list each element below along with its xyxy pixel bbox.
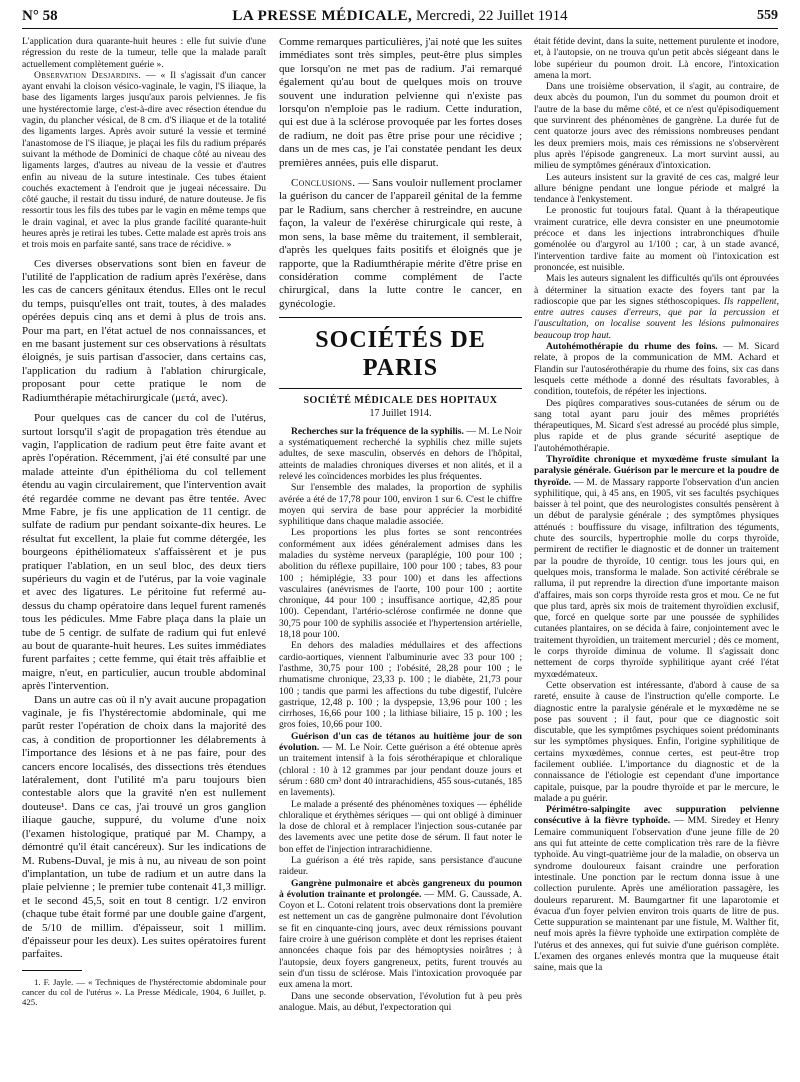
item-heading: Thyroïdite chronique et myxœdème fruste simulant la paralysie générale. Guérison par le mercure et la poudre de thyroïde.	[534, 453, 779, 488]
paragraph	[534, 273, 779, 341]
issue-date: Mercredi, 22 Juillet 1914	[416, 8, 568, 24]
item-heading: Guérison d'un cas de tétanos au huitième jour de son évolution.	[279, 730, 522, 754]
observation-text: — « Il s'agissait d'un cancer ayant envahi la cloison vésico-vaginale, le vagin, l'S iliaque, la base des ligaments larges jusqu'aux parois pelviennes. Je fis une hystérectomie large, c'est-à-dire avec résection étendue du vagin, du plancher vésical, de 8 cm. d'S iliaque et de la totalité des ligaments larges. Après avoir suturé la vessie et terminé l'anastomose de l'S iliaque, je plaçai les fils du radium préparés suivant la méthode de Dominici de chaque côté au niveau des ligaments larges, d'autres au niveau de la vessie et d'autres enfin au niveau de la suture intestinale. Ces tubes étaient couchés exactement à l'endroit que je jugeai nécessaire. Du côté gauche, il restait du tissu induré, de nature douteuse. Je fis ressortir tous les fils des tubes par le vagin en même temps que le drain vaginal, et avec la plus grande facilité quarante-huit heures après je retirai les tubes. Cette malade est après trois ans et trois mois en parfaite santé, sans trace de récidive. »	[22, 69, 266, 251]
paragraph: Ces diverses observations sont bien en faveur de l'utilité de l'application de radium après l'exérèse, dans les cas de cancers génitaux étendus. Elles ont le recul du temps, puisqu'elles ont trait, toutes, à des malades opérées depuis cinq ans et demi à plus de trois ans. Pour ma part, en l'état actuel de nos connaissances, et en me basant justement sur ces observations à résultats éloignés, je suis partisan d'associer, dans certains cas, l'application du radium à l'ablation chirurgicale, proposant pour cette pratique le nom de Radiumthérapie métachirurgicale (μετά, avec).	[22, 257, 266, 404]
footnote-divider	[22, 970, 82, 971]
paragraph	[22, 70, 266, 251]
paragraph: La guérison a été très rapide, sans persistance d'aucune raideur.	[279, 855, 522, 878]
observation-label: Observation Desjardins.	[34, 69, 142, 81]
paragraph: Comme remarques particulières, j'ai noté que les suites immédiates sont très simples, peut-être plus simples que lorsqu'on ne met pas de radium. J'ai remarqué également qu'au bout de quelques mois on trouve souvent une induration pelvienne qui n'existe pas lorsqu'on n'emploie pas le radium. Cette induration, qui est due à la sclérose provoquée par les fortes doses de radium, ne doit pas être prise pour une récidive ; dans un de mes cas, je l'ai constatée pendant les deux premières années, puis elle disparut.	[279, 36, 522, 169]
paragraph: Sur l'ensemble des malades, la proportion de syphilis avérée a été de 17,78 pour 100, environ 1 sur 6. C'est le chiffre moyen qui servira de base pour apprécier la morbidité syphilitique dans chaque maladie associée.	[279, 482, 522, 528]
item-heading: Recherches sur la fréquence de la syphilis.	[291, 425, 464, 437]
paragraph: Les auteurs insistent sur la gravité de ces cas, malgré leur allure bénigne pendant une longue période et malgré la tendance à l'enkystement.	[534, 171, 779, 206]
journal-name: LA PRESSE MÉDICALE,	[232, 8, 413, 24]
paragraph: Dans une troisième observation, il s'agit, au contraire, de deux abcès du poumon, l'un du sommet du poumon droit et l'autre de la base du même côté, et ce n'est qu'épisodiquement que survinrent des phénomènes de gangrène. La durée fut de cent quatorze jours avec des rémissions nombreuses pendant les deux premiers mois, mais ces rémissions ne s'observèrent plus après l'épisode gangreneux. La mort survint aussi, au milieu de symptômes généraux d'intoxication.	[534, 81, 779, 172]
footnote: 1. F. Jayle. — « Techniques de l'hystérectomie abdominale pour cancer du col de l'utérus ». La Presse Médicale, 1904, 6 Juillet, p. 425.	[22, 976, 266, 1008]
paragraph	[534, 454, 779, 680]
section-divider	[279, 388, 522, 389]
paragraph: Les proportions les plus fortes se sont rencontrées conformément aux idées généralement admises dans les maladies du système nerveux (paraplégie, 100 pour 100 ; abolition du réflexe pupillaire, 100 pour 100 ; tabes, 83 pour 100 ; hémiplégie, 33 pour 100) et dans les affections vasculaires (anévrismes de l'aorte, 100 pour 100 ; aortite chronique, 44 pour 100 ; insuffisance aortique, 42,85 pour 100). Cependant, l'artério-sclérose confirmée ne donne que 30,75 pour 100 de syphilis associée et l'hypertension artérielle, 18,18 pour 100.	[279, 527, 522, 641]
item-heading: Autohémothérapie du rhume des foins.	[546, 341, 718, 353]
masthead	[22, 8, 778, 29]
page-number: 559	[757, 8, 778, 23]
paragraph: Des piqûres comparatives sous-cutanées de sérum ou de sang total ayant paru jouir des mêmes propriétés thérapeutiques, M. Sicard s'est adressé au procédé plus simple, plus rapide et de plus grande sécurité aseptique de l'autohémothérapie.	[534, 397, 779, 454]
paragraph	[279, 878, 522, 991]
journal-title	[22, 8, 778, 25]
item-text: — M. Le Noir a systématiquement recherché la syphilis chez mille sujets adultes, de sexe masculin, observés en dehors de l'hôpital, atteints de maladies chroniques diverses et non alités, et il a relevé les coïncidences morbides les plus fréquentes.	[279, 425, 522, 482]
conclusions-label: Conclusions.	[291, 177, 356, 190]
section-divider	[279, 317, 522, 318]
paragraph: L'application dura quarante-huit heures : elle fut suivie d'une régression du reste de la tumeur, telle que la malade paraît actuellement complètement guérie ».	[22, 36, 266, 70]
item-text: — M. Sicard relate, à propos de la communication de MM. Achard et Flandin sur l'autosérothérapie du rhume des foins, six cas dans lesquels cette méthode a donné des résultats favorables, à condition, toutefois, de répéter les injections.	[534, 341, 779, 398]
meeting-date: 17 Juillet 1914.	[369, 408, 432, 420]
paragraph	[534, 341, 779, 397]
section-title: SOCIÉTÉS DE PARIS	[315, 327, 486, 382]
issue-number: N° 58	[22, 8, 58, 24]
paragraph	[279, 426, 522, 482]
paragraph-italic: Ils rappellent, entre autres causes d'erreurs, que par la percussion et l'auscultation, on localise souvent les lésions pulmonaires beaucoup trop haut.	[534, 295, 779, 341]
paragraph-text: Mais les auteurs signalent les difficultés qu'ils ont éprouvées à déterminer la situation exacte des foyers tant par la radioscopie que par les signes stéthoscopiques.	[534, 273, 779, 307]
paragraph	[279, 177, 522, 311]
paragraph: Le malade a présenté des phénomènes toxiques — éphélide chloralique et érythèmes sériques — qui ont obligé à diminuer la dose de chloral et à remplacer l'injection sous-cutanée par des lavements avec une petite dose de sérum. Il faut noter le bon effet de l'injection intrarachidienne.	[279, 798, 522, 855]
paragraph: était fétide devint, dans la suite, nettement purulente et inodore, et, à l'autopsie, on ne trouva qu'un petit abcès siégeant dans le lobe supérieur du poumon droit. Là encore, l'intoxication amena la mort.	[534, 36, 779, 81]
paragraph	[534, 804, 779, 973]
column-1	[22, 36, 266, 1074]
paragraph: Pour quelques cas de cancer du col de l'utérus, surtout lorsqu'il s'agit de propagation très étendue au vagin, l'application de radium peut être faite avant et après l'opération. Récemment, j'ai été consulté par une malade atteinte d'un épithélioma du col tellement étendu au vagin circulairement, que l'intervention avait été regardée comme ne devant pas être tentée. Avec Mme Fabre, je fis une application de 11 centigr. de sulfate de radium pur pendant soixante-dix heures. Le résultat fut excellent, la plaie fut comme détergée, les bourgeons épithéliomateux s'affaissèrent et je pus pratiquer l'ablation, en un seul bloc, des deux tiers supérieurs du vagin et de l'utérus, par la voie vaginale et avec des ligatures. Le péritoine fut refermé au-dessus du champ opératoire dans lequel furent ramenés tous les pédicules. Mme Fabre plaça dans la plaie un tube de 5 centigr. de sulfate de radium qui fut enlevé au bout de quarante-huit heures. Les suites immédiates furent parfaites ; cette femme, qui était très affaiblie et maigre, n'eut, en particulier, aucun trouble abdominal après l'intervention.	[22, 412, 266, 693]
paragraph: Le pronostic fut toujours fatal. Quant à la thérapeutique vraiment curatrice, elle devra consister en une pneumotomie précoce et dans les injections intrabronchiques d'huile goménolée ou d'argyrol au 1/100 ; car, à un stade avancé, l'intervention tardive faite au moment où l'intoxication est prononcée, est nuisible.	[534, 205, 779, 273]
column-2	[279, 36, 522, 1074]
conclusions-text: — Sans vouloir nullement proclamer la guérison du cancer de l'appareil génital de la femme par le Radium, sans chercher à restreindre, en aucune façon, la valeur de l'exérèse chirurgicale qui reste, à mon sens, la base même du traitement, il semblerait, d'après les quelques faits positifs et éloignés que je rapporte, que la Radiumthérapie mérite d'être prise en considération comme complément de l'acte chirurgical, dans la lutte contre le cancer, en gynécologie.	[279, 177, 522, 310]
paragraph: En dehors des maladies médullaires et des affections cardio-aortiques, viennent l'albuminurie avec 33 pour 100 ; l'asthme, 30,75 pour 100 ; l'obésité, 28,28 pour 100 ; le rhumatisme chronique, 23,33 p. 100 ; le diabète, 21,73 pour 100 ; tandis que parmi les affections du tube digestif, l'ulcère gastrique, 12,48 p. 100 ; la dyspepsie, 13,96 pour 100 ; les cirrhoses, 16,66 pour 100 ; la lithiase biliaire, 15 p. 100 ; les gros foies, 10,66 pour 100.	[279, 640, 522, 731]
paragraph: Cette observation est intéressante, d'abord à cause de sa rareté, ensuite à cause de l'instruction qu'elle comporte. Le diagnostic entre la paralysie générale et le myxœdème ne se pose pas souvent ; il faut, pour que ce diagnostic soit discutable, que les symptômes psychiques soient prédominants sur les symptômes physiques. Enfin, l'origine syphilitique de certains myxœdèmes, connue certes, est peut-être trop facilement oubliée. L'importance du diagnostic et de la connaissance de l'étiologie est cependant d'une importance capitale, puisque, par la poudre thyroïde et par le mercure, le malade a pu guérir.	[534, 679, 779, 804]
item-text: — MM. Siredey et Henry Lemaire communiquent l'observation d'une jeune fille de 20 ans qui fut atteinte de cette complication très rare de la fièvre typhoïde. Au vingt-quatrième jour de la maladie, on observa un syndrome douloureux faisant craindre une perforation intestinale. Une ponction par le rectum donna issue à une collection purulente. Après une amélioration passagère, les douleurs reparurent. M. Baumgartner fit une laparotomie et évacua d'un foyer pelvien environ trois quarts de litre de pus. Cette suppuration se maintenant par une fistule, M. Walther fit, neuf mois après la fièvre typhoïde une extirpation complète de l'utérus et des annexes, qui fut suivie d'une guérison complète. L'examen des organes enlevés montra que la muqueuse était saine, mais que la	[534, 815, 779, 974]
paragraph: Dans un autre cas où il n'y avait aucune propagation vaginale, je fis l'hystérectomie abdominale, qui me parût rester l'opération de choix dans la majorité des cas, à condition de proportionner les délabrements à l'importance des lésions et à ne pas faire, pour des cancers encore localisés, des dissections très étendues latéralement, dont l'utilité m'a paru toujours bien contestable alors que la gravité n'en est nullement douteuse¹. Dans ce cas, j'ai trouvé un gros ganglion iliaque gauche, suppuré, du volume d'une noix (l'examen histologique, pratiqué par M. Champy, a démontré qu'il était cancéreux). Sur les indications de M. Rubens-Duval, je mis à nu, au niveau de son point d'implantation, un tube de radium et un autre dans la plaie pelvienne ; le premier tube contenait 41,3 milligr. et le second 45,5, soit en tout 8 centigr. 1/2 environ (chaque tube était formé par une double gaine d'argent, de 5/10 de millim. d'épaisseur, soit 1 millim. d'épaisseur pour les deux). Les suites opératoires furent parfaites.	[22, 693, 266, 961]
item-text: — M. de Massary rapporte l'observation d'un ancien syphilitique, qui, à 45 ans, en 1905, vit ses facultés psychiques baisser à tel point, que des neurologistes consultés pensèrent à un début de paralysie générale ; des symptômes physiques atténués : bouffissure du visage, infiltration des téguments, chute des sourcils, hypertrophie molle du corps thyroïde, permirent de rectifier le diagnostic et de donner un traitement par la poudre de thyroïde, 10 centigr. tous les jours qui, en quelques mois, transforma le malade. Son activité cérébrale se ralluma, il put reprendre la direction d'une importante maison d'affaires, mais son corps thyroïde resta gros et mou. Ce ne fut que plus tard, après six mois de traitement thyroïdien exclusif, que, forcé en quelque sorte par une poussée de syphilides cutanées plantaires, on se décida à faire, conjointement avec le traitement thyroïdien, un traitement mercuriel ; dès ce moment, le corps thyroïde diminua de volume. Il s'agissait donc nettement de corps thyroïde syphilitique ayant créé l'état myxœdémateux.	[534, 476, 779, 680]
item-heading: Gangrène pulmonaire et abcès gangreneux du poumon à évolution traînante et prolongée.	[279, 877, 522, 900]
column-3	[534, 36, 779, 1074]
paragraph: Dans une seconde observation, l'évolution fut à peu près analogue. Mais, au début, l'expectoration qui	[279, 990, 522, 1013]
item-text: — M. Le Noir. Cette guérison a été obtenue après un traitement intensif à la fois sérothérapique et chloralique (chloral : 10 à 12 grammes par jour pendant douze jours et sérum : 680 cm³ dont 40 intrarachidiens, 455 sous-cutanés, 185 en lavements).	[279, 742, 522, 799]
paragraph	[279, 731, 522, 799]
item-heading: Périmétro-salpingite avec suppuration pelvienne consécutive à la fièvre typhoïde.	[534, 804, 779, 827]
society-heading: SOCIÉTÉ MÉDICALE DES HOPITAUX	[303, 395, 498, 407]
item-text: — MM. G. Caussade, A. Coyon et L. Cotoni relatent trois observations dont la première est nettement un cas de gangrène pulmonaire dont l'évolution se fit en cinquante-cinq jours, avec deux rémissions pouvant faire croire à une guérison complète et dont les reprises étaient annoncées chaque fois par des hémoptysies noirâtres ; à l'autopsie, deux foyers gangreneux, petits, furent trouvés au sein d'un tissu de sclérose. Mais l'intoxication provoquée par eux amena la mort.	[279, 888, 522, 991]
